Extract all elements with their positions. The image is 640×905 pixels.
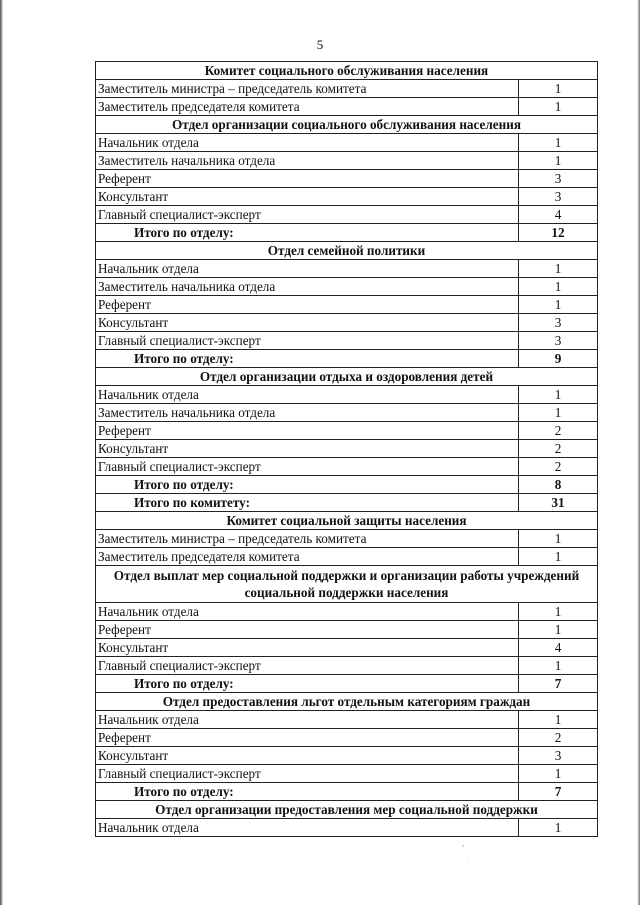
position-row xyxy=(96,729,598,747)
section-header-row xyxy=(96,512,598,530)
total-count: 12 xyxy=(518,224,597,242)
position-count: 4 xyxy=(518,639,597,657)
position-count: 3 xyxy=(518,314,597,332)
position-row xyxy=(96,296,598,314)
total-row xyxy=(96,350,598,368)
position-row xyxy=(96,819,598,837)
position-name: Начальник отдела xyxy=(96,260,519,278)
position-row xyxy=(96,548,598,566)
position-count: 1 xyxy=(518,603,597,621)
position-name: Консультант xyxy=(96,747,519,765)
position-row xyxy=(96,711,598,729)
position-row xyxy=(96,639,598,657)
position-row xyxy=(96,260,598,278)
position-name: Заместитель начальника отдела xyxy=(96,404,519,422)
position-name: Заместитель председателя комитета xyxy=(96,548,519,566)
position-row xyxy=(96,603,598,621)
position-name: Заместитель начальника отдела xyxy=(96,152,519,170)
position-name: Главный специалист-эксперт xyxy=(96,206,519,224)
position-name: Референт xyxy=(96,170,519,188)
total-count: 7 xyxy=(518,675,597,693)
section-header-row xyxy=(96,242,598,260)
position-count: 3 xyxy=(518,170,597,188)
position-row xyxy=(96,278,598,296)
total-label: Итого по отделу: xyxy=(96,350,519,368)
position-count: 2 xyxy=(518,458,597,476)
position-name: Консультант xyxy=(96,440,519,458)
position-name: Начальник отдела xyxy=(96,711,519,729)
position-row xyxy=(96,386,598,404)
position-row xyxy=(96,404,598,422)
section-title: Отдел организации отдыха и оздоровления детей xyxy=(96,368,598,386)
position-count: 2 xyxy=(518,440,597,458)
position-row xyxy=(96,314,598,332)
total-row xyxy=(96,783,598,801)
position-count: 1 xyxy=(518,819,597,837)
section-title: Отдел организации социального обслуживания населения xyxy=(96,116,598,134)
position-name: Консультант xyxy=(96,314,519,332)
position-name: Начальник отдела xyxy=(96,386,519,404)
position-count: 3 xyxy=(518,747,597,765)
position-name: Заместитель начальника отдела xyxy=(96,278,519,296)
position-count: 1 xyxy=(518,404,597,422)
position-name: Начальник отдела xyxy=(96,603,519,621)
position-row xyxy=(96,188,598,206)
position-name: Начальник отдела xyxy=(96,134,519,152)
page-number: 5 xyxy=(316,37,324,52)
position-name: Референт xyxy=(96,729,519,747)
position-name: Заместитель министра – председатель комитета xyxy=(96,80,519,98)
position-count: 1 xyxy=(518,530,597,548)
position-row xyxy=(96,134,598,152)
section-title: Комитет социальной защиты населения xyxy=(96,512,598,530)
total-count: 31 xyxy=(518,494,597,512)
position-row xyxy=(96,170,598,188)
section-header-row xyxy=(96,62,598,80)
total-label: Итого по отделу: xyxy=(96,675,519,693)
position-row xyxy=(96,98,598,116)
total-row xyxy=(96,224,598,242)
position-row xyxy=(96,530,598,548)
position-row xyxy=(96,440,598,458)
position-name: Главный специалист-эксперт xyxy=(96,657,519,675)
position-row xyxy=(96,621,598,639)
scan-speck xyxy=(462,845,464,847)
position-name: Главный специалист-эксперт xyxy=(96,332,519,350)
position-name: Референт xyxy=(96,296,519,314)
position-row xyxy=(96,422,598,440)
position-count: 2 xyxy=(518,422,597,440)
position-row xyxy=(96,458,598,476)
section-header-row xyxy=(96,801,598,819)
position-count: 1 xyxy=(518,278,597,296)
position-row xyxy=(96,152,598,170)
position-count: 2 xyxy=(518,729,597,747)
position-row xyxy=(96,747,598,765)
position-count: 1 xyxy=(518,621,597,639)
position-name: Заместитель председателя комитета xyxy=(96,98,519,116)
position-row xyxy=(96,657,598,675)
section-header-row xyxy=(96,566,598,603)
section-header-row xyxy=(96,368,598,386)
position-name: Консультант xyxy=(96,639,519,657)
position-count: 1 xyxy=(518,765,597,783)
total-row xyxy=(96,494,598,512)
section-header-row xyxy=(96,693,598,711)
position-name: Референт xyxy=(96,422,519,440)
total-label: Итого по комитету: xyxy=(96,494,519,512)
position-count: 1 xyxy=(518,134,597,152)
section-title: Отдел семейной политики xyxy=(96,242,598,260)
position-count: 1 xyxy=(518,98,597,116)
total-count: 8 xyxy=(518,476,597,494)
position-count: 3 xyxy=(518,188,597,206)
position-count: 4 xyxy=(518,206,597,224)
position-name: Консультант xyxy=(96,188,519,206)
position-count: 1 xyxy=(518,80,597,98)
position-count: 1 xyxy=(518,657,597,675)
position-count: 1 xyxy=(518,548,597,566)
section-title: Отдел предоставления льгот отдельным категориям граждан xyxy=(96,693,598,711)
scan-speck xyxy=(468,862,469,863)
position-count: 1 xyxy=(518,386,597,404)
total-label: Итого по отделу: xyxy=(96,783,519,801)
total-row xyxy=(96,675,598,693)
position-row xyxy=(96,332,598,350)
total-count: 9 xyxy=(518,350,597,368)
position-name: Главный специалист-эксперт xyxy=(96,765,519,783)
section-title: Комитет социального обслуживания населения xyxy=(96,62,598,80)
position-count: 1 xyxy=(518,152,597,170)
staffing-table xyxy=(95,61,598,837)
position-name: Заместитель министра – председатель комитета xyxy=(96,530,519,548)
position-row xyxy=(96,206,598,224)
position-row xyxy=(96,765,598,783)
position-count: 1 xyxy=(518,711,597,729)
scan-edge-left xyxy=(0,0,3,905)
total-row xyxy=(96,476,598,494)
position-count: 1 xyxy=(518,260,597,278)
position-name: Главный специалист-эксперт xyxy=(96,458,519,476)
section-title: Отдел выплат мер социальной поддержки и организации работы учреждений социальной поддержки населения xyxy=(96,566,598,603)
section-header-row xyxy=(96,116,598,134)
position-row xyxy=(96,80,598,98)
total-label: Итого по отделу: xyxy=(96,224,519,242)
section-title: Отдел организации предоставления мер социальной поддержки xyxy=(96,801,598,819)
total-label: Итого по отделу: xyxy=(96,476,519,494)
total-count: 7 xyxy=(518,783,597,801)
position-count: 3 xyxy=(518,332,597,350)
position-name: Начальник отдела xyxy=(96,819,519,837)
position-name: Референт xyxy=(96,621,519,639)
position-count: 1 xyxy=(518,296,597,314)
